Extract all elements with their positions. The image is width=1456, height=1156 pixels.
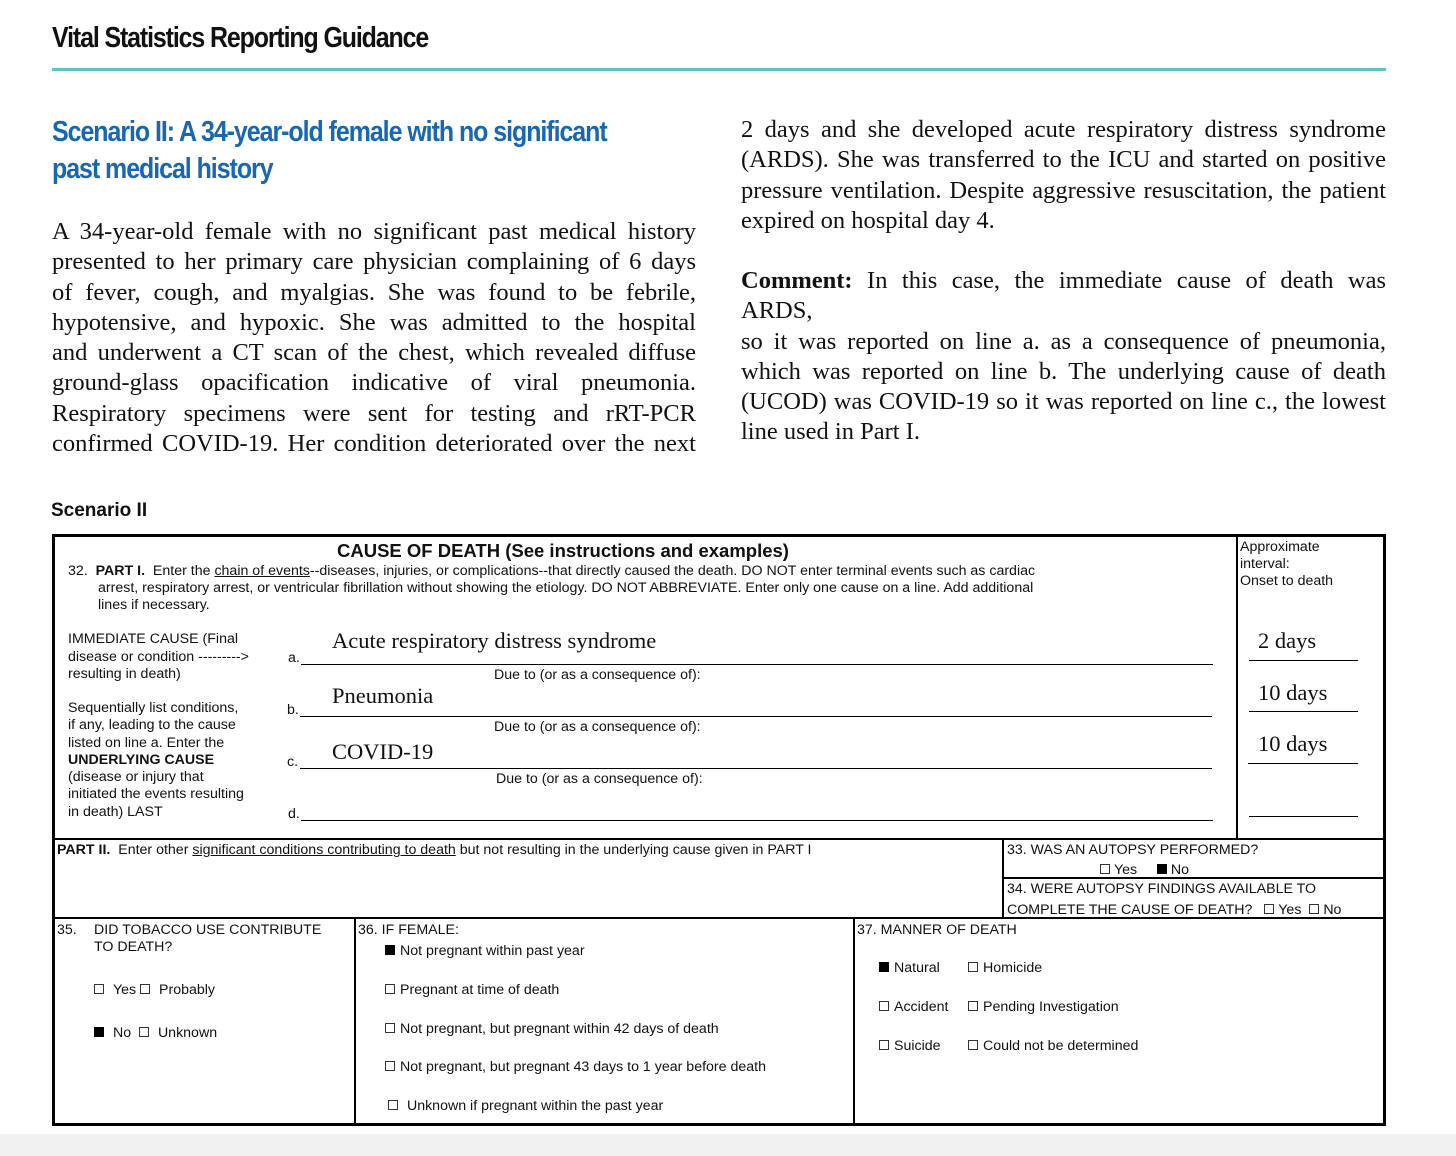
scenario-title-line2: past medical history [52, 153, 273, 185]
part1-instructions-line1 [68, 563, 1035, 580]
interval-a[interactable]: 2 days [1258, 628, 1317, 653]
page-bottom-edge [0, 1134, 1456, 1156]
q33-no-option[interactable]: No [1157, 862, 1189, 878]
comment-line: which was reported on line b. The underlying cause of death [741, 357, 1386, 385]
q36-option-4[interactable]: Not pregnant, but pregnant 43 days to 1 year before death [385, 1059, 766, 1076]
immediate-cause-label-line: resulting in death) [68, 666, 181, 682]
interval-header-line: Onset to death [1240, 573, 1334, 589]
immediate-cause-label-line: IMMEDIATE CAUSE (Final [68, 631, 239, 647]
interval-a-underline [1249, 660, 1358, 661]
scenario-comment [741, 266, 1386, 448]
sequential-label-line: if any, leading to the cause [68, 717, 236, 734]
interval-header-line: Approximate [1240, 539, 1320, 555]
q37-label: 37. MANNER OF DEATH [857, 922, 1017, 938]
q37-undetermined-option[interactable]: Could not be determined [968, 1038, 1138, 1055]
q34-label-line2: COMPLETE THE CAUSE OF DEATH? Yes No [1007, 902, 1342, 918]
line-b-underline [300, 716, 1212, 717]
q34-no-option[interactable]: No [1309, 902, 1341, 918]
q36-option-2[interactable]: Pregnant at time of death [385, 982, 559, 999]
checkbox-filled-icon[interactable] [1157, 864, 1167, 874]
narrative-line: presented to her primary care physician complaining of 6 days [52, 248, 696, 276]
part2-label: PART II. [57, 842, 111, 858]
line-c-underline [300, 768, 1212, 769]
interval-header [1240, 539, 1333, 590]
q37-pending-option[interactable]: Pending Investigation [968, 999, 1119, 1016]
checkbox-filled-icon[interactable] [385, 945, 395, 955]
due-to-label-b: Due to (or as a consequence of): [494, 719, 701, 735]
line-d-letter: d. [288, 806, 300, 822]
immediate-cause-label-line: disease or condition ---------> [68, 648, 249, 665]
autopsy-q33-rule [1003, 877, 1383, 879]
q35-unknown-option[interactable]: Unknown [139, 1025, 217, 1041]
interval-column-divider [1236, 537, 1238, 838]
header-divider [52, 68, 1386, 71]
cause-line-b[interactable]: Pneumonia [332, 683, 434, 708]
cause-of-death-title: CAUSE OF DEATH (See instructions and examples) [337, 540, 789, 561]
checkbox-filled-icon[interactable] [94, 1027, 104, 1037]
checkbox-empty-icon[interactable] [94, 984, 104, 994]
cause-line-c[interactable]: COVID-19 [332, 739, 434, 764]
scenario-narrative-right [741, 115, 1386, 236]
q36-option-3[interactable]: Not pregnant, but pregnant within 42 days of death [385, 1021, 719, 1038]
interval-c-underline [1248, 763, 1358, 764]
chain-of-events-link: chain of events [214, 563, 310, 579]
checkbox-empty-icon[interactable] [968, 1040, 978, 1050]
checkbox-filled-icon[interactable] [879, 962, 889, 972]
checkbox-empty-icon[interactable] [140, 984, 150, 994]
q35-row2 [94, 1025, 217, 1042]
q34-label-line1: 34. WERE AUTOPSY FINDINGS AVAILABLE TO [1007, 881, 1317, 897]
q36-divider [853, 917, 855, 1126]
checkbox-empty-icon[interactable] [385, 1061, 395, 1071]
q35-label-line1: DID TOBACCO USE CONTRIBUTE [94, 922, 322, 938]
q37-accident-option[interactable]: Accident [879, 999, 948, 1016]
comment-line [741, 266, 1386, 327]
narrative-line: ground-glass opacification indicative of viral pneumonia. [52, 369, 696, 397]
narrative-line: and underwent a CT scan of the chest, which revealed diffuse [52, 339, 696, 367]
page-header-title: Vital Statistics Reporting Guidance [52, 22, 429, 54]
scenario-title-line1: Scenario II: A 34-year-old female with no significant [52, 116, 607, 148]
sequential-label-line: Sequentially list conditions, [68, 700, 239, 716]
part1-instructions-line3: lines if necessary. [98, 597, 210, 613]
comment-line: so it was reported on line a. as a consequence of pneumonia, [741, 327, 1386, 355]
line-b-letter: b. [287, 702, 299, 718]
q33-label: 33. WAS AN AUTOPSY PERFORMED? [1007, 842, 1259, 858]
checkbox-empty-icon[interactable] [1100, 864, 1110, 874]
sequential-label-line: listed on line a. Enter the [68, 734, 225, 751]
scenario-title [52, 114, 740, 188]
part1-label: PART I. [95, 563, 146, 579]
narrative-line: (ARDS). She was transferred to the ICU and started on positive [741, 146, 1386, 174]
line-d-underline [301, 820, 1213, 821]
part1-number: 32. [68, 563, 88, 579]
part1-text-b: --diseases, injuries, or complications--that directly caused the death. DO NOT enter terminal events such as cardiac [309, 563, 1036, 579]
interval-d-underline [1249, 816, 1358, 817]
q35-row1 [94, 982, 215, 999]
part1-instructions-line2: arrest, respiratory arrest, or ventricular fibrillation without showing the etiology. DO NOT ABBREVIATE. Enter only one cause on a line. Add additional [98, 580, 1034, 596]
q34-yes-option[interactable]: Yes [1264, 902, 1301, 918]
checkbox-empty-icon[interactable] [385, 984, 395, 994]
narrative-line: 2 days and she developed acute respiratory distress syndrome [741, 116, 1386, 143]
q33-options [1100, 862, 1189, 879]
due-to-label-a: Due to (or as a consequence of): [494, 667, 701, 683]
q36-option-5[interactable]: Unknown if pregnant within the past year [388, 1098, 663, 1115]
line-a-letter: a. [288, 650, 300, 666]
checkbox-empty-icon[interactable] [968, 1001, 978, 1011]
q36-label: 36. IF FEMALE: [358, 922, 459, 938]
underlying-cause-label: UNDERLYING CAUSE [68, 751, 215, 768]
checkbox-empty-icon[interactable] [968, 962, 978, 972]
interval-b-underline [1249, 711, 1358, 712]
narrative-line: Respiratory specimens were sent for testing and rRT-PCR [52, 399, 696, 427]
narrative-line: of fever, cough, and myalgias. She was found to be febrile, [52, 278, 696, 306]
form-caption: Scenario II [51, 500, 148, 521]
q36-option-1[interactable]: Not pregnant within past year [385, 943, 585, 960]
checkbox-empty-icon[interactable] [1264, 904, 1274, 914]
cause-of-death-form [52, 534, 1386, 1126]
q33-yes-option[interactable]: Yes [1100, 862, 1137, 878]
q35-probably-option[interactable]: Probably [140, 982, 215, 998]
part1-text-a: Enter the [152, 563, 215, 579]
comment-text: In this case, the immediate cause of death was ARDS, [741, 267, 1387, 325]
immediate-cause-label [68, 631, 249, 684]
interval-c[interactable]: 10 days [1258, 731, 1328, 756]
checkbox-empty-icon[interactable] [385, 1023, 395, 1033]
checkbox-empty-icon[interactable] [1309, 904, 1319, 914]
line-c-letter: c. [287, 754, 299, 770]
narrative-line: hypotensive, and hypoxic. She was admitted to the hospital [52, 308, 696, 336]
narrative-line: expired on hospital day 4. [741, 206, 995, 234]
interval-header-line: interval: [1240, 556, 1290, 572]
narrative-line: pressure ventilation. Despite aggressive resuscitation, the patient [741, 176, 1386, 204]
scenario-narrative-left [52, 217, 696, 459]
significant-conditions-link: significant conditions contributing to death [192, 842, 456, 858]
checkbox-empty-icon[interactable] [879, 1040, 889, 1050]
q35-number: 35. [57, 922, 77, 938]
q37-suicide-option[interactable]: Suicide [879, 1038, 941, 1055]
q35-yes-option[interactable]: Yes [94, 982, 136, 998]
comment-line: (UCOD) was COVID-19 so it was reported on line c., the lowest [741, 388, 1386, 416]
sequential-conditions-label [68, 700, 244, 821]
comment-label: Comment: [741, 267, 853, 294]
checkbox-empty-icon[interactable] [388, 1100, 398, 1110]
q35-no-option[interactable]: No [94, 1025, 131, 1041]
due-to-label-c: Due to (or as a consequence of): [496, 771, 703, 787]
q37-natural-option[interactable]: Natural [879, 960, 940, 977]
q35-divider [354, 917, 356, 1126]
sequential-label-line: (disease or injury that [68, 769, 204, 786]
q35-label-line2: TO DEATH? [94, 939, 173, 955]
interval-b[interactable]: 10 days [1258, 680, 1328, 705]
checkbox-empty-icon[interactable] [879, 1001, 889, 1011]
cause-line-a[interactable]: Acute respiratory distress syndrome [332, 628, 657, 653]
narrative-line: confirmed COVID-19. Her condition deteriorated over the next [52, 430, 696, 458]
checkbox-empty-icon[interactable] [139, 1027, 149, 1037]
sequential-label-line: in death) LAST [68, 803, 163, 820]
line-a-underline [301, 664, 1213, 665]
q37-homicide-option[interactable]: Homicide [968, 960, 1042, 977]
narrative-line: A 34-year-old female with no significant past medical history [52, 218, 696, 245]
comment-line: line used in Part I. [741, 418, 920, 446]
part2-instructions: PART II. Enter other significant conditions contributing to death but not resulting in the underlying cause given in PART I [57, 842, 812, 858]
part1-bottom-rule [55, 838, 1383, 840]
sequential-label-line: initiated the events resulting [68, 786, 244, 803]
